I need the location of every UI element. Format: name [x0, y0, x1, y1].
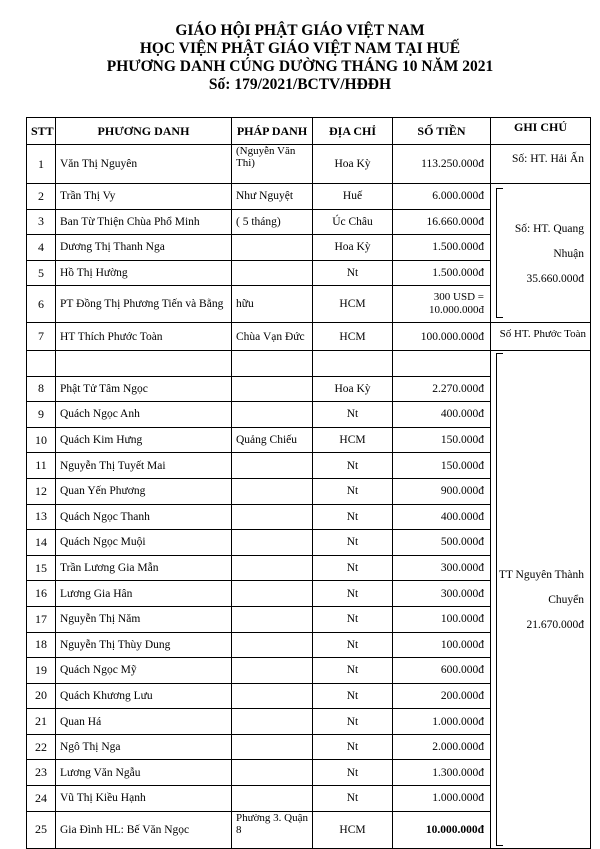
cell-dia-chi: Nt: [313, 709, 393, 735]
cell-phap-danh: [232, 632, 313, 658]
cell-phap-danh: [232, 734, 313, 760]
cell-name: Quan Há: [56, 709, 232, 735]
table-row-blank: [27, 350, 591, 376]
cell-name: Phật Tử Tâm Ngọc: [56, 376, 232, 402]
cell-blank: [393, 350, 491, 376]
cell-dia-chi: Hoa Kỳ: [313, 145, 393, 184]
cell-stt: 10: [27, 427, 56, 453]
cell-stt: 13: [27, 504, 56, 530]
cell-phap-danh: [232, 235, 313, 261]
cell-dia-chi: HCM: [313, 323, 393, 351]
cell-stt: 7: [27, 323, 56, 351]
cell-blank: [313, 350, 393, 376]
cell-name: Lương Văn Ngẫu: [56, 760, 232, 786]
cell-stt: 4: [27, 235, 56, 261]
cell-so-tien: 400.000đ: [393, 504, 491, 530]
cell-blank: [232, 350, 313, 376]
col-header-phuong-danh: PHƯƠNG DANH: [56, 118, 232, 145]
cell-dia-chi: Nt: [313, 786, 393, 812]
cell-dia-chi: HCM: [313, 811, 393, 848]
cell-name: Quách Ngọc Mỹ: [56, 658, 232, 684]
header-line-1: GIÁO HỘI PHẬT GIÁO VIỆT NAM: [175, 22, 425, 39]
cell-dia-chi: Nt: [313, 658, 393, 684]
cell-name: Quách Ngọc Thanh: [56, 504, 232, 530]
cell-stt: 22: [27, 734, 56, 760]
col-header-stt: STT: [27, 118, 56, 145]
cell-stt: 16: [27, 581, 56, 607]
cell-so-tien: 16.660.000đ: [393, 209, 491, 235]
cell-phap-danh: [232, 555, 313, 581]
cell-stt: 23: [27, 760, 56, 786]
brace-mark: [496, 188, 503, 318]
cell-stt: 25: [27, 811, 56, 848]
cell-phap-danh: (Nguyễn Văn Thi): [232, 145, 313, 184]
cell-name: PT Đồng Thị Phương Tiến và Bằng: [56, 286, 232, 323]
header-line-2: HỌC VIỆN PHẬT GIÁO VIỆT NAM TẠI HUẾ: [139, 40, 461, 57]
cell-dia-chi: Nt: [313, 581, 393, 607]
cell-name: Ngô Thị Nga: [56, 734, 232, 760]
cell-phap-danh: [232, 606, 313, 632]
note-nguyen-thanh: [491, 350, 591, 848]
cell-phap-danh: [232, 760, 313, 786]
cell-phap-danh: [232, 453, 313, 479]
cell-so-tien: 900.000đ: [393, 478, 491, 504]
cell-stt: 17: [27, 606, 56, 632]
cell-dia-chi: Nt: [313, 402, 393, 428]
cell-phap-danh: Phường 3. Quận 8: [232, 811, 313, 848]
donation-table: [26, 117, 591, 849]
cell-phap-danh: Quảng Chiếu: [232, 427, 313, 453]
col-header-ghi-chu: GHI CHÚ: [491, 118, 591, 145]
brace-mark: [496, 353, 503, 846]
note-text: Chuyển: [548, 593, 584, 606]
cell-so-tien: 200.000đ: [393, 683, 491, 709]
note-text: Số: HT. Quang: [514, 222, 584, 235]
cell-phap-danh: [232, 709, 313, 735]
note-text: Nhuận: [553, 247, 584, 260]
table-row: [27, 145, 591, 184]
cell-dia-chi: Hoa Kỳ: [313, 376, 393, 402]
header-line-4: Số: 179/2021/BCTV/HĐĐH: [208, 76, 392, 93]
cell-phap-danh: Như Nguyệt: [232, 184, 313, 210]
cell-name: Quách Ngọc Muội: [56, 530, 232, 556]
cell-dia-chi: HCM: [313, 427, 393, 453]
cell-name: Hồ Thị Hường: [56, 260, 232, 286]
cell-so-tien: 300 USD = 10.000.000đ: [393, 286, 491, 323]
cell-stt: 1: [27, 145, 56, 184]
cell-blank: [56, 350, 232, 376]
table-row: [27, 323, 591, 351]
cell-dia-chi: Nt: [313, 530, 393, 556]
cell-so-tien: 500.000đ: [393, 530, 491, 556]
table-row: [27, 184, 591, 210]
cell-dia-chi: Nt: [313, 632, 393, 658]
cell-phap-danh: hữu: [232, 286, 313, 323]
cell-name: Dương Thị Thanh Nga: [56, 235, 232, 261]
cell-name: Trần Lương Gia Mẫn: [56, 555, 232, 581]
cell-dia-chi: HCM: [313, 286, 393, 323]
cell-dia-chi: Nt: [313, 760, 393, 786]
cell-phap-danh: ( 5 tháng): [232, 209, 313, 235]
cell-phap-danh: [232, 260, 313, 286]
cell-dia-chi: Úc Châu: [313, 209, 393, 235]
cell-name: Gia Đình HL: Bế Văn Ngọc: [56, 811, 232, 848]
header-line-3: PHƯƠNG DANH CÚNG DƯỜNG THÁNG 10 NĂM 2021: [106, 58, 494, 75]
cell-so-tien: 400.000đ: [393, 402, 491, 428]
cell-so-tien: 600.000đ: [393, 658, 491, 684]
cell-stt: 2: [27, 184, 56, 210]
cell-dia-chi: Nt: [313, 734, 393, 760]
cell-so-tien: 100.000đ: [393, 606, 491, 632]
cell-name: Nguyễn Thị Thùy Dung: [56, 632, 232, 658]
cell-so-tien: 100.000đ: [393, 632, 491, 658]
cell-phap-danh: [232, 402, 313, 428]
cell-dia-chi: Nt: [313, 683, 393, 709]
cell-so-tien: 10.000.000đ: [393, 811, 491, 848]
cell-name: Ban Từ Thiện Chùa Phổ Minh: [56, 209, 232, 235]
cell-stt: 6: [27, 286, 56, 323]
cell-name: HT Thích Phước Toàn: [56, 323, 232, 351]
cell-phap-danh: [232, 504, 313, 530]
cell-so-tien: 300.000đ: [393, 555, 491, 581]
cell-phap-danh: [232, 530, 313, 556]
cell-name: Nguyễn Thị Năm: [56, 606, 232, 632]
cell-so-tien: 1.000.000đ: [393, 709, 491, 735]
cell-so-tien: 150.000đ: [393, 427, 491, 453]
note-text: Số HT. Phước Toàn: [499, 328, 586, 341]
cell-name: Quách Khương Lưu: [56, 683, 232, 709]
cell-so-tien: 6.000.000đ: [393, 184, 491, 210]
cell-dia-chi: Nt: [313, 504, 393, 530]
cell-name: Vũ Thị Kiều Hạnh: [56, 786, 232, 812]
note-hai-an: [491, 145, 591, 184]
cell-stt: 3: [27, 209, 56, 235]
note-text: 35.660.000đ: [526, 272, 584, 285]
cell-dia-chi: Nt: [313, 453, 393, 479]
cell-stt: 20: [27, 683, 56, 709]
cell-phap-danh: [232, 478, 313, 504]
cell-blank: [27, 350, 56, 376]
cell-so-tien: 1.000.000đ: [393, 786, 491, 812]
cell-stt: 11: [27, 453, 56, 479]
cell-name: Quách Ngọc Anh: [56, 402, 232, 428]
cell-stt: 15: [27, 555, 56, 581]
cell-phap-danh: Chùa Vạn Đức: [232, 323, 313, 351]
cell-stt: 9: [27, 402, 56, 428]
cell-so-tien: 1.500.000đ: [393, 235, 491, 261]
note-quang-nhuan: [491, 184, 591, 323]
cell-so-tien: 113.250.000đ: [393, 145, 491, 184]
note-text: Số: HT. Hải Ấn: [512, 153, 584, 165]
cell-name: Văn Thị Nguyên: [56, 145, 232, 184]
cell-dia-chi: Nt: [313, 555, 393, 581]
cell-stt: 12: [27, 478, 56, 504]
cell-phap-danh: [232, 581, 313, 607]
cell-stt: 24: [27, 786, 56, 812]
cell-phap-danh: [232, 786, 313, 812]
cell-stt: 18: [27, 632, 56, 658]
cell-stt: 5: [27, 260, 56, 286]
cell-name: Trần Thị Vy: [56, 184, 232, 210]
note-text: TT Nguyên Thành: [498, 568, 584, 581]
cell-so-tien: 100.000.000đ: [393, 323, 491, 351]
cell-dia-chi: Hoa Kỳ: [313, 235, 393, 261]
cell-name: Nguyễn Thị Tuyết Mai: [56, 453, 232, 479]
cell-stt: 8: [27, 376, 56, 402]
cell-dia-chi: Huế: [313, 184, 393, 210]
cell-phap-danh: [232, 683, 313, 709]
cell-name: Quan Yến Phương: [56, 478, 232, 504]
cell-dia-chi: Nt: [313, 606, 393, 632]
table-header-row: [27, 118, 591, 145]
col-header-so-tien: SỐ TIỀN: [393, 118, 491, 145]
cell-dia-chi: Nt: [313, 260, 393, 286]
cell-name: Lương Gia Hân: [56, 581, 232, 607]
cell-stt: 14: [27, 530, 56, 556]
cell-stt: 21: [27, 709, 56, 735]
cell-so-tien: 2.270.000đ: [393, 376, 491, 402]
cell-stt: 19: [27, 658, 56, 684]
cell-so-tien: 1.500.000đ: [393, 260, 491, 286]
cell-phap-danh: [232, 658, 313, 684]
cell-name: Quách Kim Hưng: [56, 427, 232, 453]
cell-phap-danh: [232, 376, 313, 402]
document-header: [0, 22, 600, 94]
cell-so-tien: 2.000.000đ: [393, 734, 491, 760]
note-text: 21.670.000đ: [526, 618, 584, 631]
cell-dia-chi: Nt: [313, 478, 393, 504]
cell-so-tien: 150.000đ: [393, 453, 491, 479]
cell-so-tien: 1.300.000đ: [393, 760, 491, 786]
note-phuoc-toan: [491, 323, 591, 351]
cell-so-tien: 300.000đ: [393, 581, 491, 607]
col-header-phap-danh: PHÁP DANH: [232, 118, 313, 145]
col-header-dia-chi: ĐỊA CHỈ: [313, 118, 393, 145]
